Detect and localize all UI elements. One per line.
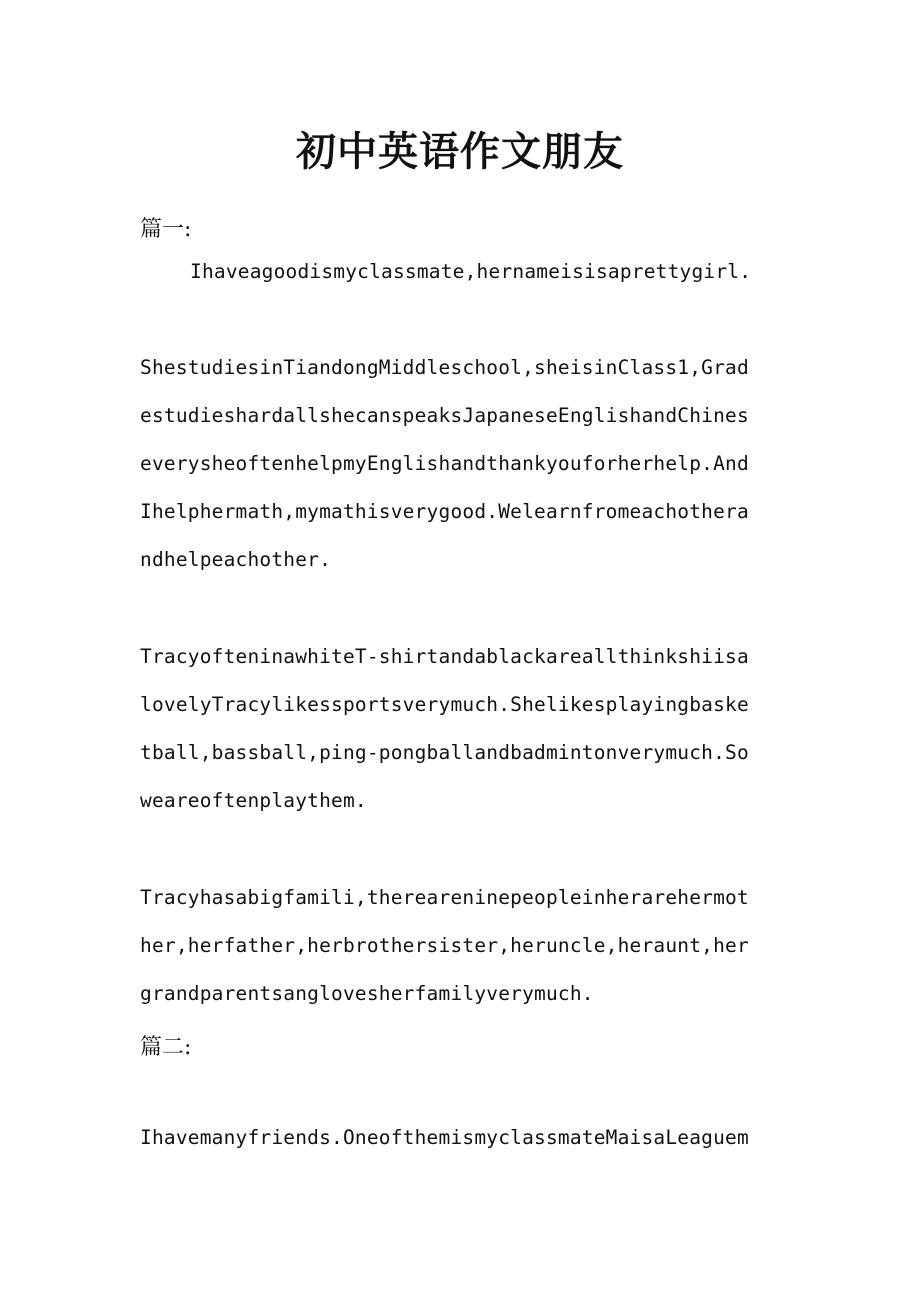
paragraph-4-line: her,herfather,herbrothersister,heruncle,heraunt,her bbox=[140, 936, 749, 956]
paragraph-5-line: Ihavemanyfriends.OneofthemismyclassmateMaisaLeaguem bbox=[140, 1128, 749, 1148]
paragraph-2-line: ShestudiesinTiandongMiddleschool,sheisinClass1,Grad bbox=[140, 358, 749, 378]
paragraph-2-line: ndhelpeachother. bbox=[140, 550, 332, 570]
section-label-2: 篇二: bbox=[140, 1035, 192, 1060]
paragraph-3-line: lovelyTracylikessportsverymuch.Shelikesplayingbaske bbox=[140, 695, 749, 715]
section-label-1: 篇一: bbox=[140, 217, 192, 242]
document-title: 初中英语作文朋友 bbox=[296, 128, 624, 175]
paragraph-4-line: Tracyhasabigfamili,thereareninepeopleinherarehermot bbox=[140, 888, 749, 908]
paragraph-4-line: grandparentsanglovesherfamilyverymuch. bbox=[140, 984, 594, 1004]
paragraph-2-line: everysheoftenhelpmyEnglishandthankyouforherhelp.And bbox=[140, 454, 749, 474]
paragraph-2-line: estudieshardallshecanspeaksJapaneseEnglishandChines bbox=[140, 406, 749, 426]
paragraph-3-line: TracyofteninawhiteT-shirtandablackareallthinkshiisa bbox=[140, 647, 749, 667]
paragraph-3-line: weareoftenplaythem. bbox=[140, 791, 367, 811]
paragraph-1-line: Ihaveagoodismyclassmate,hernameisisaprettygirl. bbox=[190, 262, 752, 282]
paragraph-2-line: Ihelphermath,mymathisverygood.Welearnfromeachothera bbox=[140, 502, 749, 522]
paragraph-3-line: tball,bassball,ping-pongballandbadmintonverymuch.So bbox=[140, 743, 749, 763]
